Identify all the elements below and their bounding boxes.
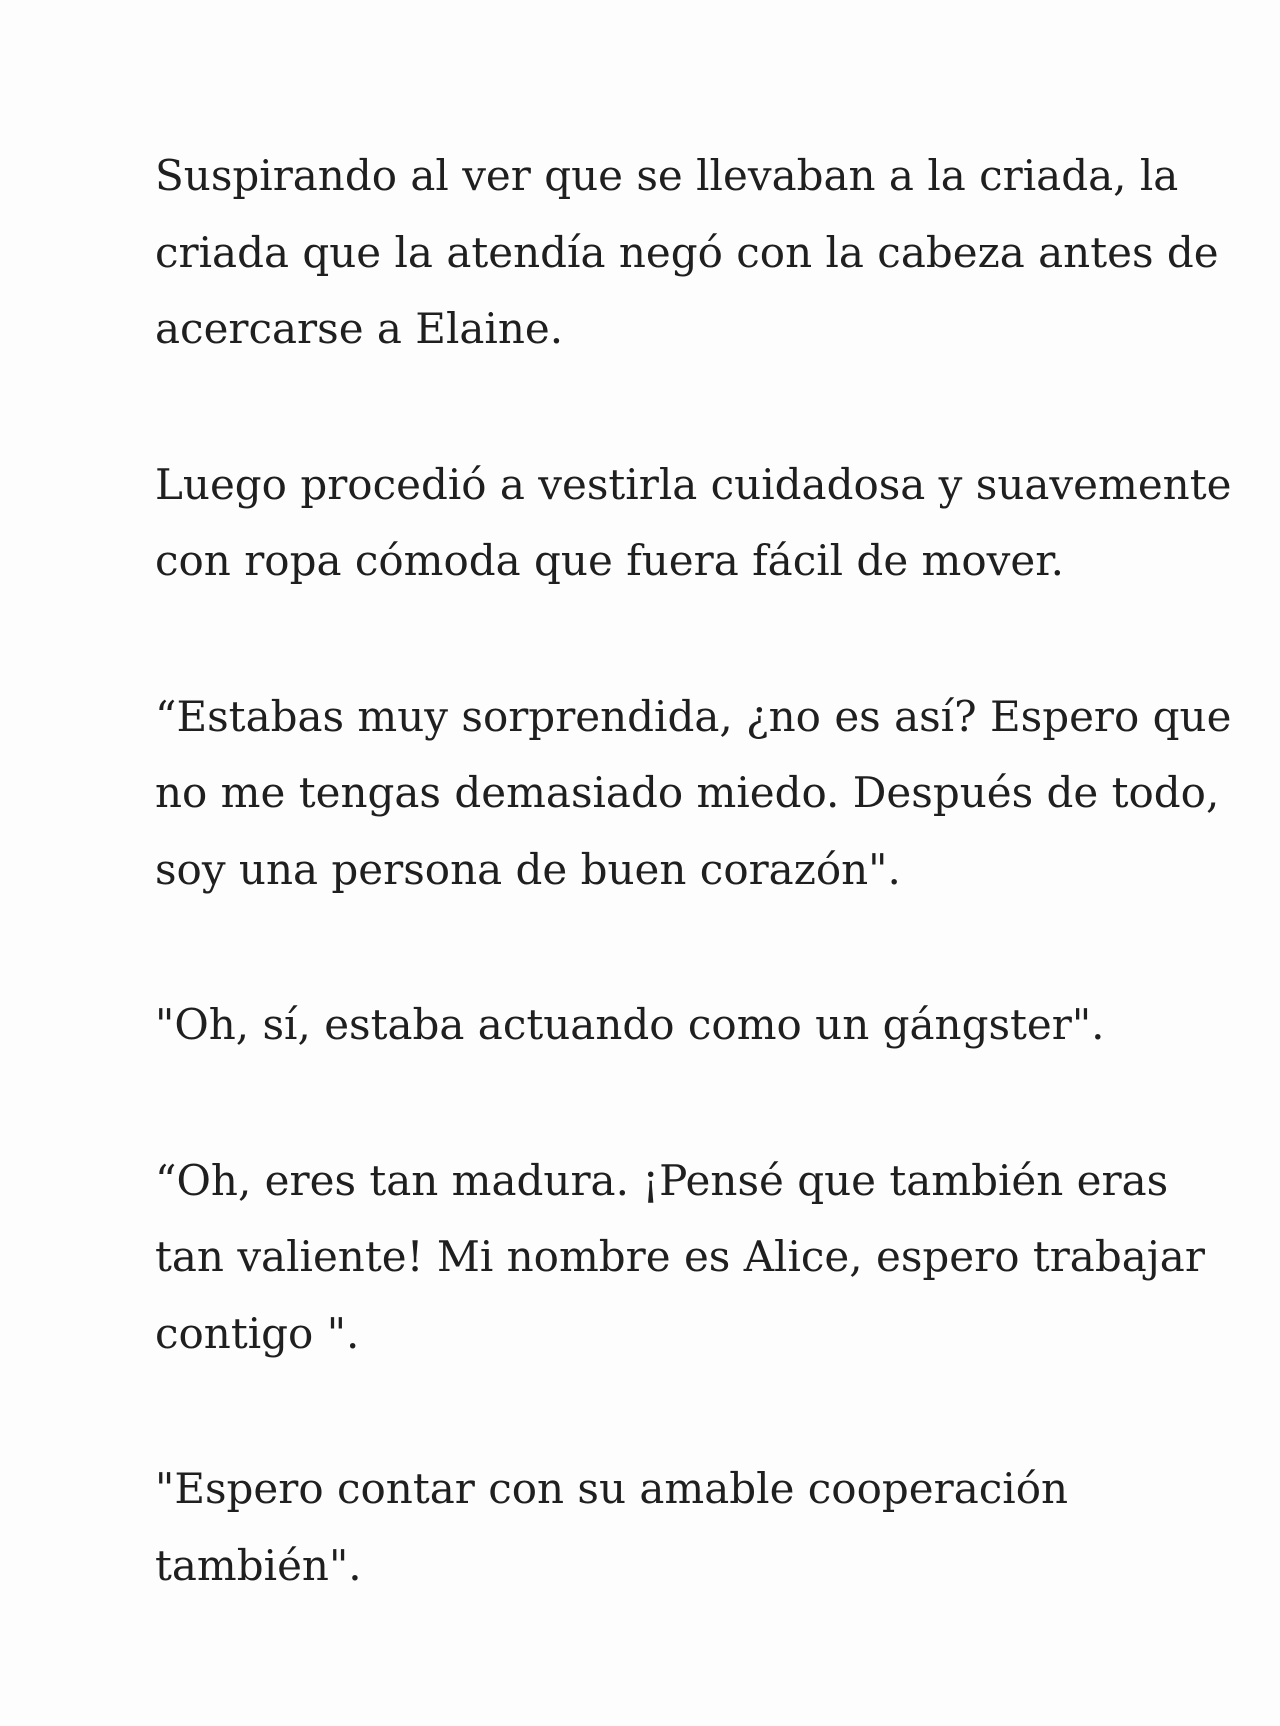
text-line: “Estabas muy sorprendida, ¿no es así? Espero que: [155, 691, 1232, 741]
text-line: con ropa cómoda que fuera fácil de mover.: [155, 536, 1065, 585]
paragraph-dialogue-gangster: [155, 987, 1165, 1064]
text-line: también".: [155, 1540, 362, 1590]
text-line: soy una persona de buen corazón".: [155, 844, 901, 894]
text-line: contigo ".: [155, 1308, 360, 1358]
paragraph-dialogue-surprised: [155, 679, 1232, 909]
paragraph-narration-dressing: [155, 447, 1232, 600]
text-line: Luego procedió a vestirla cuidadosa y suavemente: [155, 459, 1232, 509]
document-page: [155, 138, 1232, 1683]
text-line: “Oh, eres tan madura. ¡Pensé que también eras: [155, 1155, 1169, 1205]
text-line: "Oh, sí, estaba actuando como un gángster".: [155, 1000, 1105, 1049]
paragraph-dialogue-cooperation: [155, 1451, 1165, 1604]
text-line: no me tengas demasiado miedo. Después de todo,: [155, 768, 1220, 817]
paragraph-narration-sigh: [155, 138, 1219, 368]
text-line: Suspirando al ver que se llevaban a la criada, la: [155, 151, 1179, 200]
text-line: tan valiente! Mi nombre es Alice, espero trabajar: [155, 1232, 1205, 1281]
text-line: acercarse a Elaine.: [155, 304, 564, 353]
text-line: "Espero contar con su amable cooperación: [155, 1464, 1069, 1513]
paragraph-dialogue-alice: [155, 1143, 1205, 1373]
text-line: criada que la atendía negó con la cabeza antes de: [155, 227, 1219, 277]
